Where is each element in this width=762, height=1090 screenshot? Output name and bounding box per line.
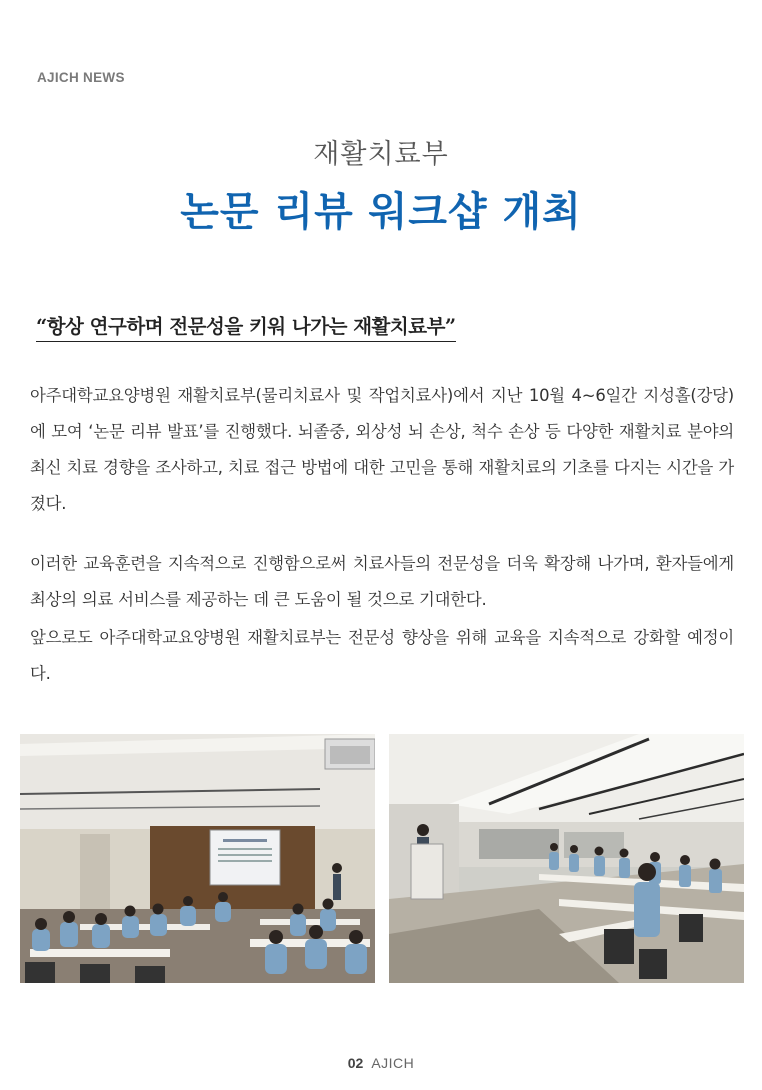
- page-number: 02: [347, 1055, 364, 1071]
- page-footer: [0, 1055, 762, 1071]
- masthead: AJICH NEWS: [37, 70, 125, 85]
- article-paragraph-3: 앞으로도 아주대학교요양병원 재활치료부는 전문성 향상을 위해 교육을 지속적으로 강화할 예정이다.: [30, 628, 734, 683]
- article-headline: 논문 리뷰 워크샵 개최: [180, 189, 582, 235]
- workshop-photo-lecture-hall: [20, 734, 375, 983]
- article-department: 재활치료부: [313, 139, 449, 170]
- article-paragraph-2: 이러한 교육훈련을 지속적으로 진행함으로써 치료사들의 전문성을 더욱 확장해 나가며, 환자들에게 최상의 의료 서비스를 제공하는 데 큰 도움이 될 것으로 기대한다.: [30, 554, 734, 609]
- article-paragraph-1: 아주대학교요양병원 재활치료부(물리치료사 및 작업치료사)에서 지난 10월 4~6일간 지성홀(강당)에 모여 ‘논문 리뷰 발표’를 진행했다. 뇌졸중, 외상성 뇌 손상, 척수 손상 등 다양한 재활치료 분야의 최신 치료 경향을 조사하고, 치료 접근 방법에 대한 고민을 통해 재활치료의 기초를 다지는 시간을 가졌다.: [30, 386, 734, 513]
- article-pull-quote: “항상 연구하며 전문성을 키워 나가는 재활치료부”: [36, 311, 456, 342]
- footer-brand: AJICH: [371, 1055, 415, 1071]
- workshop-photo-seminar-room: [389, 734, 744, 983]
